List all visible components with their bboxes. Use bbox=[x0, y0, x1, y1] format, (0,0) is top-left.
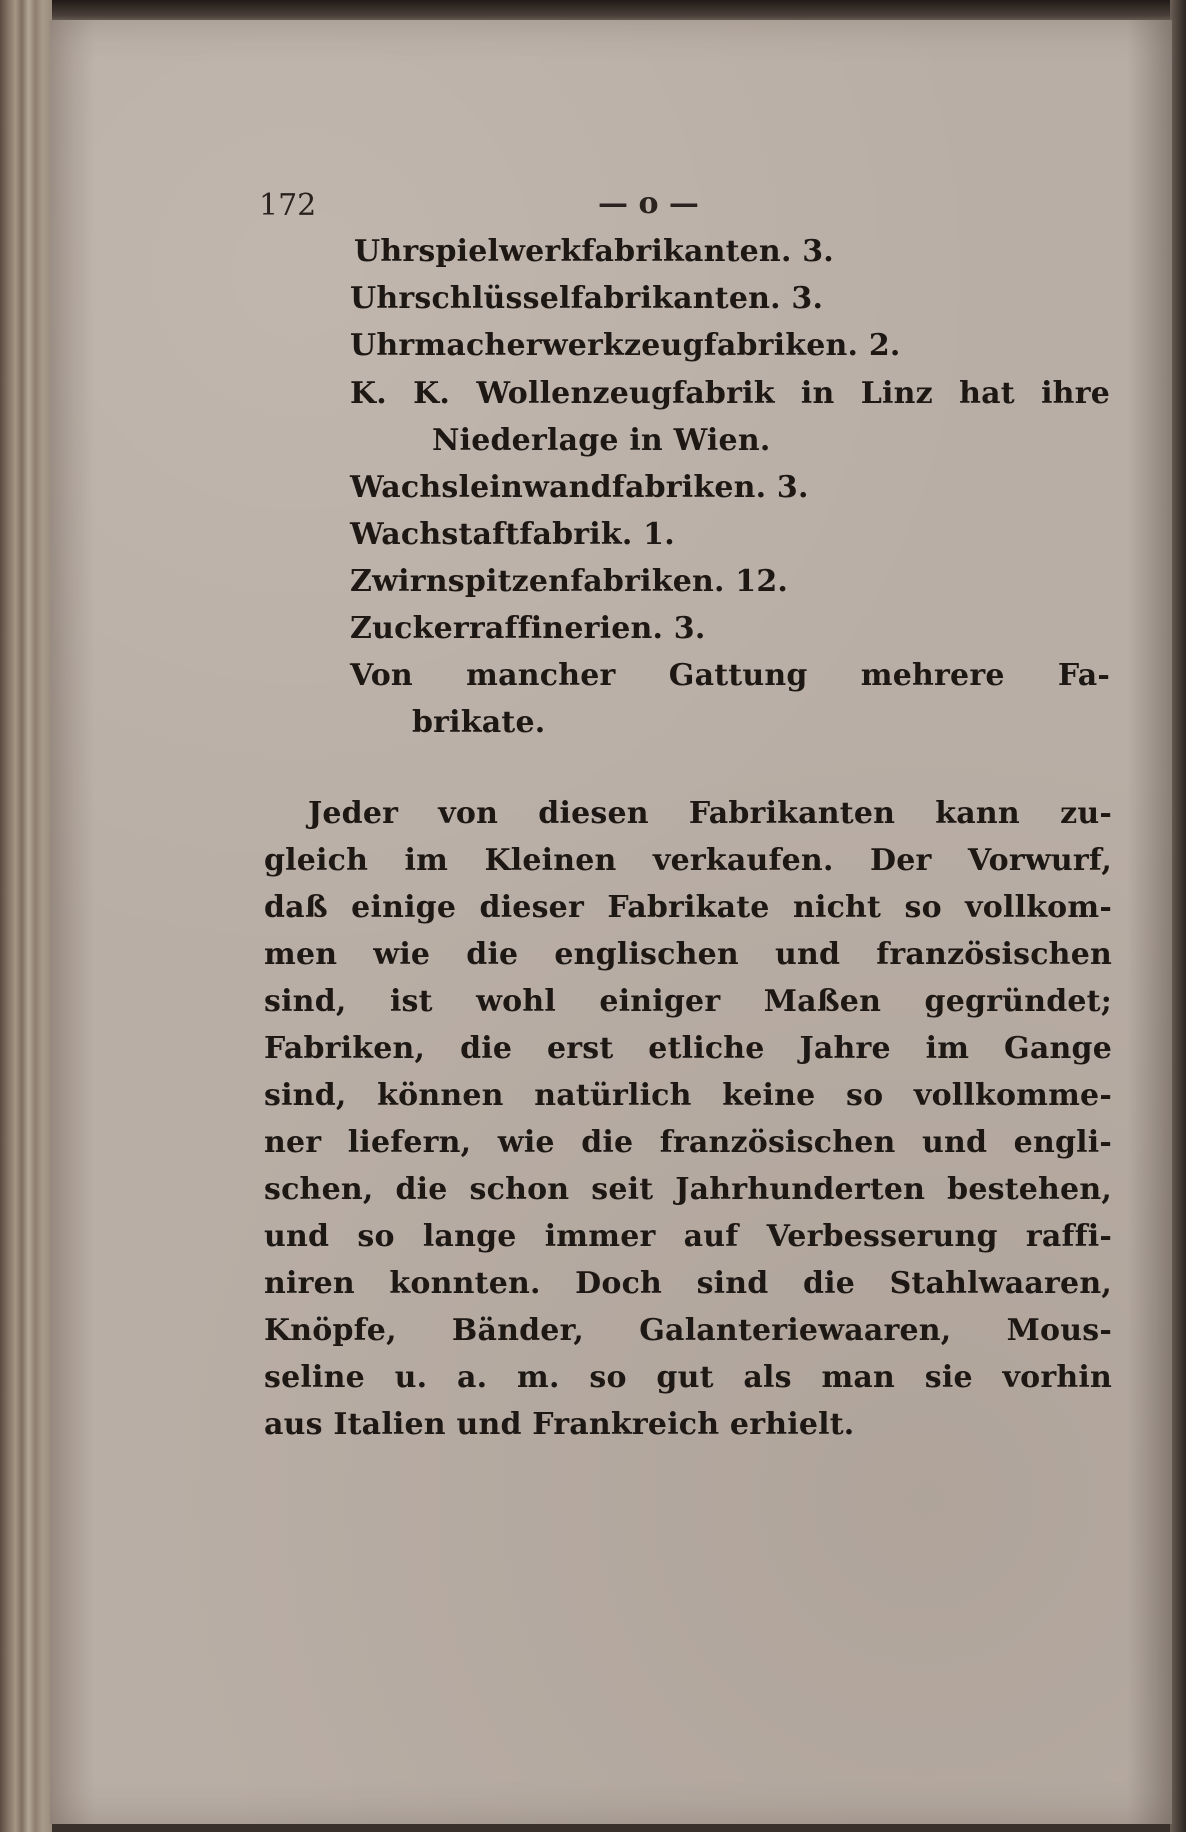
list-entry: Uhrmacherwerkzeugfabriken. 2. bbox=[350, 328, 901, 363]
page-number: 172 bbox=[259, 188, 317, 223]
paragraph-line: Fabriken, die erst etliche Jahre im Gange bbox=[264, 1031, 1112, 1066]
top-book-edge bbox=[0, 0, 1186, 22]
list-entry: Zwirnspitzenfabriken. 12. bbox=[350, 564, 789, 599]
paragraph-line: sind, ist wohl einiger Maßen gegründet; bbox=[264, 984, 1112, 1019]
list-entry: Wachsleinwandfabriken. 3. bbox=[350, 470, 809, 505]
paragraph-line: niren konnten. Doch sind die Stahlwaaren, bbox=[264, 1266, 1112, 1301]
list-entry: Uhrspielwerkfabrikanten. 3. bbox=[354, 234, 834, 269]
paragraph-line: sind, können natürlich keine so vollkomme- bbox=[264, 1078, 1112, 1113]
paragraph-line: schen, die schon seit Jahrhunderten bestehen, bbox=[264, 1172, 1112, 1207]
right-book-edge bbox=[1170, 0, 1186, 1832]
list-entry: Uhrschlüsselfabrikanten. 3. bbox=[350, 281, 824, 316]
page-paper bbox=[50, 20, 1172, 1824]
list-entry-continuation: Niederlage in Wien. bbox=[432, 423, 771, 458]
list-entry: Von mancher Gattung mehrere Fa- bbox=[350, 658, 1110, 693]
paragraph-line: Knöpfe, Bänder, Galanteriewaaren, Mous- bbox=[264, 1313, 1112, 1348]
paragraph-line: seline u. a. m. so gut als man sie vorhin bbox=[264, 1360, 1112, 1395]
list-entry: Wachstaftfabrik. 1. bbox=[350, 517, 675, 552]
paragraph-line: ner liefern, wie die französischen und engli- bbox=[264, 1125, 1112, 1160]
list-entry: Zuckerraffinerien. 3. bbox=[350, 611, 706, 646]
list-entry-continuation: brikate. bbox=[412, 705, 546, 740]
list-entry: K. K. Wollenzeugfabrik in Linz hat ihre bbox=[350, 376, 1110, 411]
spine-page-edges bbox=[0, 0, 52, 1832]
paragraph-line: und so lange immer auf Verbesserung raffi- bbox=[264, 1219, 1112, 1254]
paragraph-line: daß einige dieser Fabrikate nicht so vollkom- bbox=[264, 890, 1112, 925]
paragraph-line: men wie die englischen und französischen bbox=[264, 937, 1112, 972]
paragraph-line: Jeder von diesen Fabrikanten kann zu- bbox=[308, 796, 1112, 831]
running-header-ornament: — o — bbox=[598, 186, 699, 221]
paragraph-line: gleich im Kleinen verkaufen. Der Vorwurf, bbox=[264, 843, 1112, 878]
paragraph-line-last: aus Italien und Frankreich erhielt. bbox=[264, 1407, 855, 1442]
